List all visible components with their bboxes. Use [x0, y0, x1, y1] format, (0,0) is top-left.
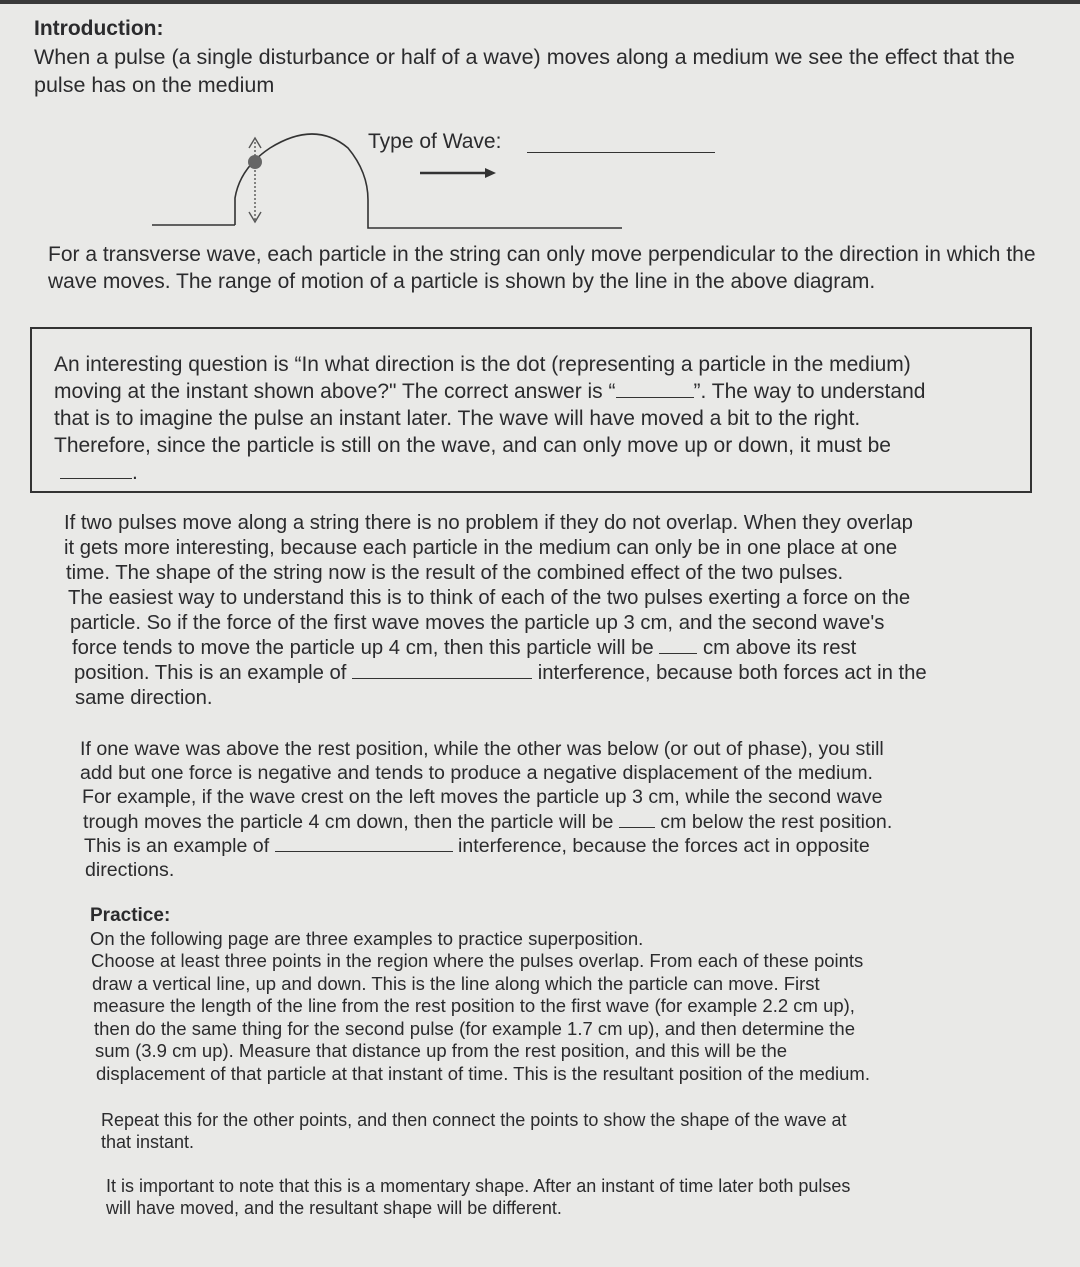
repeat-line-1: Repeat this for the other points, and then connect the points to show the shape of the wave at — [101, 1110, 847, 1130]
question-line-4: Therefore, since the particle is still on the wave, and can only move up or down, it must be — [54, 434, 891, 457]
two-pulses-line-7b: interference, because both forces act in the — [537, 662, 927, 684]
question-line-5-end: . — [132, 461, 138, 484]
type-of-wave-blank[interactable] — [527, 152, 715, 153]
note-paragraph — [106, 1175, 1056, 1219]
intro-title: Introduction: — [34, 17, 164, 40]
intro-text: When a pulse (a single disturbance or half of a wave) moves along a medium we see the effect that the pulse has on the medium — [34, 45, 1015, 97]
down-arrow-icon — [249, 212, 261, 222]
out-of-phase-line-5a: This is an example of — [84, 834, 270, 857]
practice-title: Practice: — [90, 905, 171, 926]
type-of-wave-label: Type of Wave: — [368, 130, 502, 153]
top-border — [0, 0, 1080, 4]
practice-line-3: draw a vertical line, up and down. This is the line along which the particle can move. First — [92, 972, 820, 994]
transverse-text: For a transverse wave, each particle in the string can only move perpendicular to the direction in which the wave moves. The range of motion of a particle is shown by the line in the above diagram. — [48, 243, 1036, 293]
out-of-phase-line-1: If one wave was above the rest position, while the other was below (or out of phase), you still — [80, 738, 884, 760]
note-line-1: It is important to note that this is a momentary shape. After an instant of time later both pulses — [106, 1176, 851, 1196]
out-of-phase-line-5b: interference, because the forces act in opposite — [458, 834, 870, 857]
question-line-3: that is to imagine the pulse an instant later. The wave will have moved a bit to the right. — [54, 407, 861, 430]
practice-line-1: On the following page are three examples to practice superposition. — [90, 927, 644, 949]
cm-above-blank[interactable] — [659, 652, 697, 654]
two-pulses-paragraph — [64, 511, 1054, 711]
practice-section — [90, 905, 1050, 1085]
practice-line-2: Choose at least three points in the region where the pulses overlap. From each of these points — [91, 950, 864, 971]
two-pulses-line-1: If two pulses move along a string there is no problem if they do not overlap. When they overlap — [64, 512, 913, 534]
transverse-paragraph — [48, 241, 1038, 295]
question-box — [30, 327, 1032, 493]
out-of-phase-paragraph — [80, 737, 1060, 882]
two-pulses-line-5: particle. So if the force of the first wave moves the particle up 3 cm, and the second wave's — [70, 612, 885, 634]
out-of-phase-line-4a: trough moves the particle 4 cm down, then the particle will be — [83, 810, 614, 833]
intro-section — [34, 15, 1054, 99]
two-pulses-line-2: it gets more interesting, because each particle in the medium can only be in one place at one — [64, 537, 898, 559]
out-of-phase-line-2: add but one force is negative and tends to produce a negative displacement of the medium. — [80, 762, 873, 785]
practice-line-7: displacement of that particle at that instant of time. This is the resultant position of the medium. — [96, 1062, 870, 1084]
repeat-paragraph — [101, 1109, 1051, 1153]
right-arrow-icon — [420, 168, 496, 178]
two-pulses-line-6a: force tends to move the particle up 4 cm, then this particle will be — [72, 637, 654, 659]
two-pulses-line-7a: position. This is an example of — [74, 662, 347, 684]
two-pulses-line-6b: cm above its rest — [702, 637, 857, 659]
note-line-2: will have moved, and the resultant shape will be different. — [106, 1198, 562, 1218]
answer-must-be-blank[interactable] — [60, 477, 132, 479]
destructive-blank[interactable] — [275, 850, 453, 852]
question-line-2b: ”. The way to understand — [693, 380, 926, 403]
answer-direction-blank[interactable] — [616, 396, 694, 398]
two-pulses-line-8: same direction. — [75, 687, 213, 709]
cm-below-blank[interactable] — [619, 826, 655, 828]
question-line-1: An interesting question is “In what direction is the dot (representing a particle in the medium) — [54, 353, 911, 376]
practice-line-6: sum (3.9 cm up). Measure that distance up from the rest position, and this will be the — [95, 1040, 788, 1061]
out-of-phase-line-3: For example, if the wave crest on the left moves the particle up 3 cm, while the second wave — [82, 786, 883, 809]
out-of-phase-line-4b: cm below the rest position. — [660, 810, 893, 833]
particle-dot-icon — [248, 155, 262, 169]
two-pulses-line-4: The easiest way to understand this is to think of each of the two pulses exerting a force on the — [68, 587, 911, 609]
question-line-2a: moving at the instant shown above?" The correct answer is “ — [54, 380, 616, 403]
practice-line-5: then do the same thing for the second pulse (for example 1.7 cm up), and then determine the — [94, 1017, 856, 1039]
repeat-line-2: that instant. — [101, 1132, 195, 1152]
two-pulses-line-3: time. The shape of the string now is the result of the combined effect of the two pulses. — [66, 562, 844, 584]
out-of-phase-line-6: directions. — [85, 859, 175, 882]
constructive-blank[interactable] — [352, 677, 532, 679]
practice-line-4: measure the length of the line from the rest position to the first wave (for example 2.2 cm up), — [93, 995, 855, 1016]
